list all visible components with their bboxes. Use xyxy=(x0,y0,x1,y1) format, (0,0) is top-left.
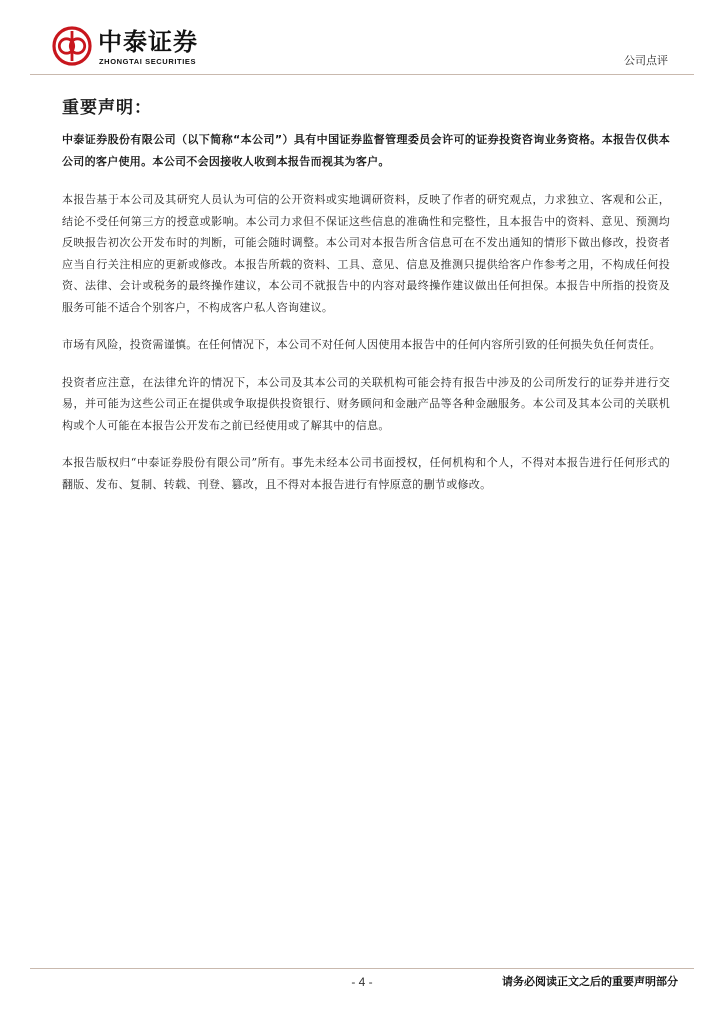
page-header xyxy=(0,0,724,82)
zhongtai-logo-icon xyxy=(52,26,92,66)
logo-chinese-name: 中泰证券 xyxy=(98,28,198,56)
paragraph-research-basis: 本报告基于本公司及其研究人员认为可信的公开资料或实地调研资料，反映了作者的研究观点，力求独立、客观和公正，结论不受任何第三方的授意或影响。本公司力求但不保证这些信息的准确性和完整性，且本报告中的资料、意见、预测均反映报告初次公开发布时的判断，可能会随时调整。本公司对本报告所含信息可在不发出通知的情形下做出修改，投资者应当自行关注相应的更新或修改。本报告所载的资料、工具、意见、信息及推测只提供给客户作参考之用，不构成任何投资、法律、会计或税务的最终操作建议，本公司不就报告中的内容对最终操作建议做出任何担保。本报告中所指的投资及服务可能不适合个别客户，不构成客户私人咨询建议。 xyxy=(62,193,670,314)
section-title: 重要声明： xyxy=(62,98,152,118)
logo-english-name: ZHONGTAI SECURITIES xyxy=(99,57,197,66)
company-logo xyxy=(52,26,242,72)
footer-divider xyxy=(30,968,694,969)
disclaimer-section xyxy=(62,95,670,511)
paragraph-market-risk: 市场有风险，投资需谨慎。在任何情况下，本公司不对任何人因使用本报告中的任何内容所引致的任何损失负任何责任。 xyxy=(62,338,661,351)
footer-disclaimer-note: 请务必阅读正文之后的重要声明部分 xyxy=(502,975,678,988)
paragraph-copyright: 本报告版权归“中泰证券股份有限公司”所有。事先未经本公司书面授权，任何机构和个人，不得对本报告进行任何形式的翻版、发布、复制、转载、刊登、篡改，且不得对本报告进行有悖原意的删节或修改。 xyxy=(62,456,670,491)
paragraph-conflict-notice: 投资者应注意，在法律允许的情况下，本公司及其本公司的关联机构可能会持有报告中涉及的公司所发行的证券并进行交易，并可能为这些公司正在提供或争取提供投资银行、财务顾问和金融产品等各种金融服务。本公司及其本公司的关联机构或个人可能在本报告公开发布之前已经使用或了解其中的信息。 xyxy=(62,375,670,432)
report-type-label: 公司点评 xyxy=(624,54,668,67)
header-divider xyxy=(30,74,694,75)
lead-statement: 中泰证券股份有限公司（以下简称“本公司”）具有中国证券监督管理委员会许可的证券投资咨询业务资格。本报告仅供本公司的客户使用。本公司不会因接收人收到本报告而视其为客户。 xyxy=(62,133,670,168)
page-number: - 4 - xyxy=(351,975,373,989)
